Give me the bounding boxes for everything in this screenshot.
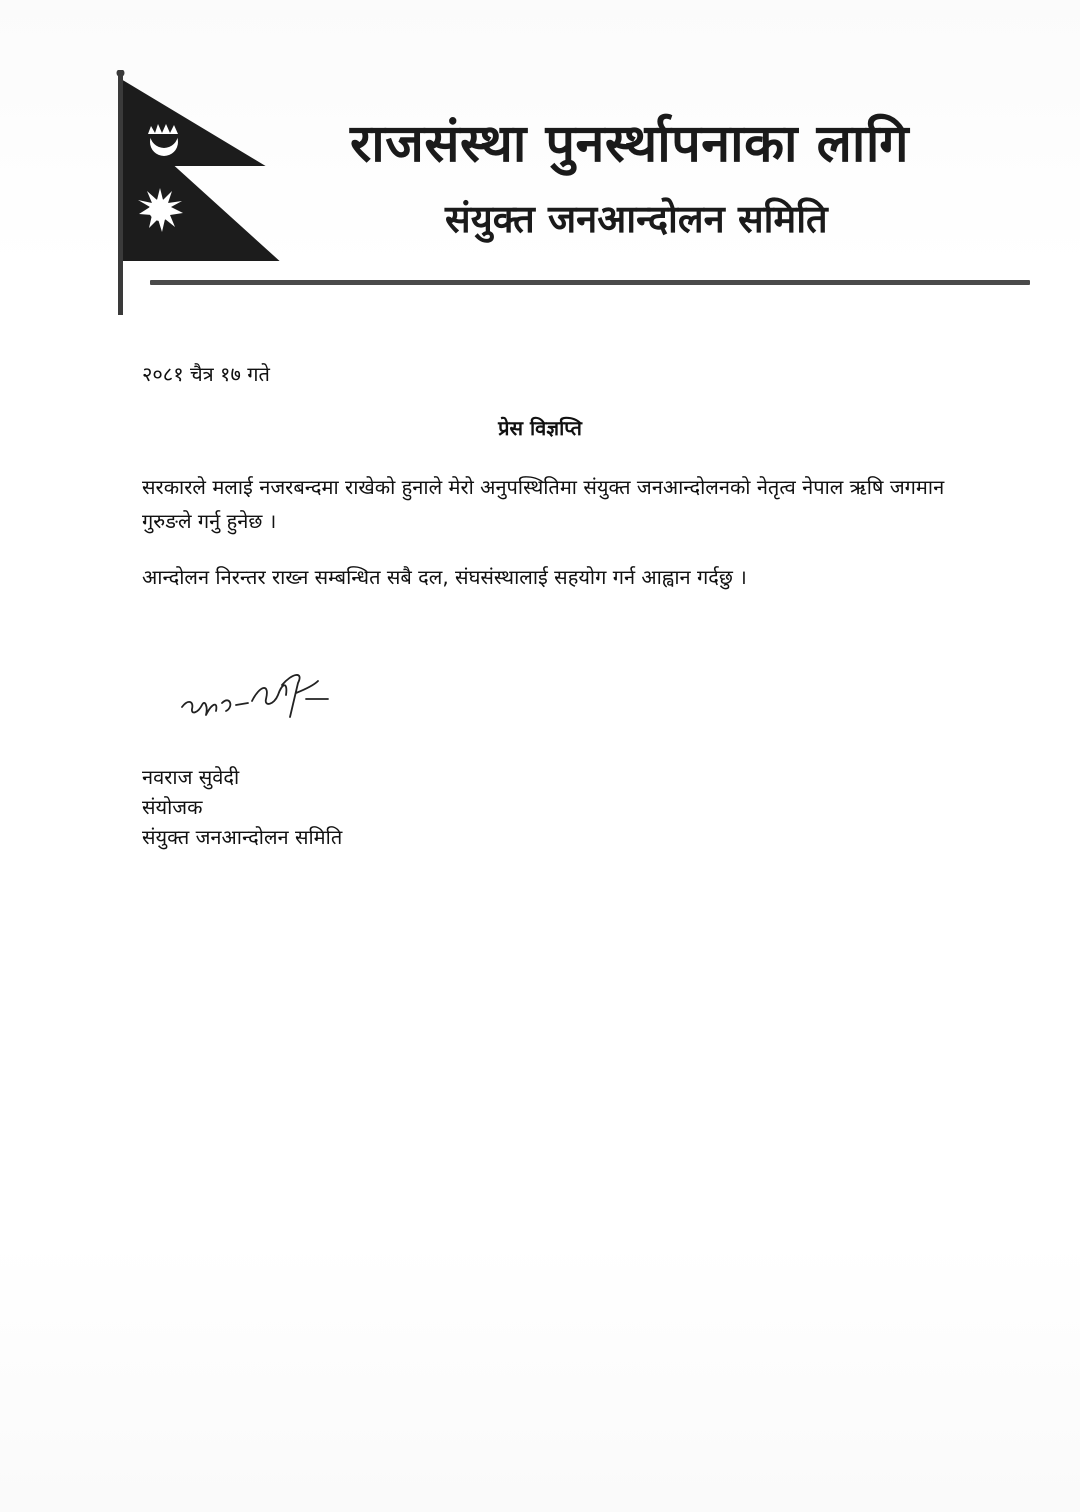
flag-field [124, 82, 277, 260]
letter-heading: प्रेस विज्ञप्ति [498, 416, 582, 440]
body-paragraph-1: सरकारले मलाई नजरबन्दमा राखेको हुनाले मेरो अनुपस्थितिमा संयुक्त जनआन्दोलनको नेतृत्व नेपाल ऋषि जगमान गुरुङले गर्नु हुनेछ । [142, 475, 945, 533]
body-paragraph-2: आन्दोलन निरन्तर राख्न सम्बन्धित सबै दल, संघसंस्थालाई सहयोग गर्न आह्वान गर्दछु । [142, 565, 747, 589]
signatory-name: नवराज सुवेदी [142, 765, 240, 789]
letter-date: २०८१ चैत्र १७ गते [142, 362, 270, 386]
letterhead-divider [150, 280, 1030, 285]
letterhead-title: राजसंस्था पुनर्स्थापनाका लागि [350, 114, 910, 174]
handwritten-signature [178, 655, 338, 730]
signatory-organization: संयुक्त जनआन्दोलन समिति [142, 825, 343, 849]
signatory-block [142, 762, 342, 852]
letterhead-subtitle: संयुक्त जनआन्दोलन समिति [445, 197, 828, 241]
signatory-role: संयोजक [142, 795, 203, 819]
flag-pole [118, 70, 123, 315]
